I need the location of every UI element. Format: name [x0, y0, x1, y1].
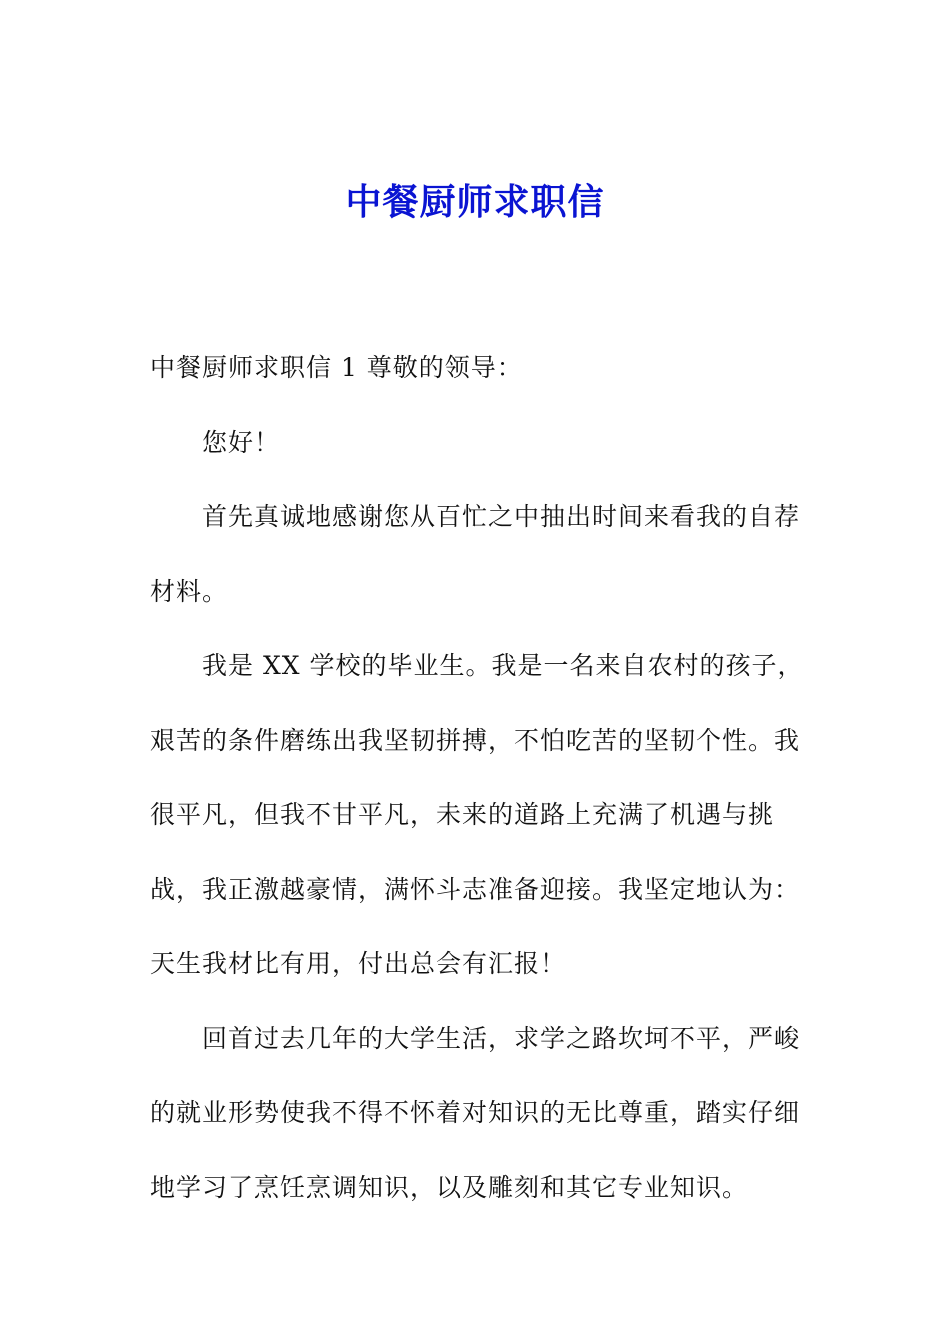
page-title: 中餐厨师求职信: [345, 181, 605, 223]
introduction-paragraph: 我是 XX 学校的毕业生。我是一名来自农村的孩子，艰苦的条件磨练出我坚韧拼搏，不怕吃苦的坚韧个性。我很平凡，但我不甘平凡，未来的道路上充满了机遇与挑战，我正激越豪情，满怀斗志准备迎接。我坚定地认为：天生我材比有用，付出总会有汇报！: [150, 651, 804, 978]
study-paragraph: 回首过去几年的大学生活，求学之路坎坷不平，严峻的就业形势使我不得不怀着对知识的无比尊重，踏实仔细地学习了烹饪烹调知识，以及雕刻和其它专业知识。: [150, 1023, 801, 1202]
thanks-paragraph: 首先真诚地感谢您从百忙之中抽出时间来看我的自荐材料。: [150, 502, 801, 606]
letter-body: [150, 331, 806, 1225]
greeting-paragraph: 您好！: [202, 427, 281, 457]
salutation-paragraph: 中餐厨师求职信 1 尊敬的领导：: [150, 353, 523, 382]
